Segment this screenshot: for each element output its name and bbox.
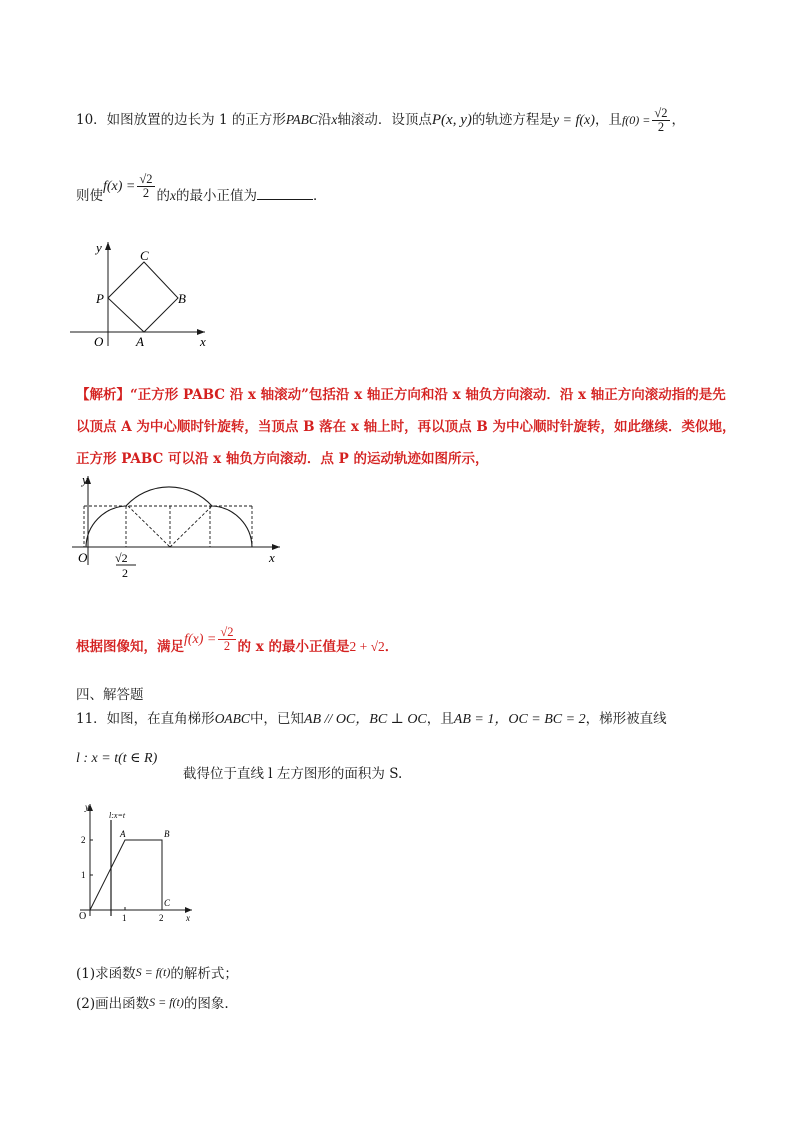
fraction-sqrt2-over-2: $\frac{√2}{2}$ [220,625,234,654]
label-line-l: l:x=t [109,811,126,820]
analysis-line3: 正方形 PABC 可以沿 x 轴负方向滚动．点 P 的运动轨迹如图所示， [76,451,489,467]
square [108,262,178,332]
label-c: C [140,248,149,263]
label-o: O [94,334,104,349]
fx-eq: f(x) = [103,179,136,195]
fraction-sqrt2-over-2: $\frac{√2}{2}$ [139,172,153,201]
q11-line2-text: 截得位于直线 l 左方图形的面积为 S. [183,766,403,782]
trapezoid [90,840,162,910]
trajectory-curve [86,487,252,547]
q11-part1: (1)求函数S = f(t)的解析式； [76,965,238,982]
analysis-line1: 【解析】“正方形 PABC 沿 x 轴滚动”包括沿 x 轴正方向和沿 x 轴负方向滚动．沿 x 轴正方向滚动指的是先 [76,387,726,403]
label-y: y [82,472,88,487]
q11-line2 [76,750,157,767]
label-b: B [164,829,170,839]
y-eq-fx: y = f(x) [552,113,595,129]
tick-1: 1 [122,913,127,923]
figure-square-pabc [60,236,220,356]
label-b: B [178,291,186,306]
analysis-tag: 【解析】 [76,387,130,403]
analysis-line2: 以顶点 A 为中心顺时针旋转，当顶点 B 落在 x 轴上时，再以顶点 B 为中心顺时针旋转，如此继续．类似地， [76,419,736,435]
line-l-eq: l : x = t(t ∈ R) [76,751,158,766]
fraction-sqrt2-over-2: $\frac{√2}{2}$ [654,106,668,135]
label-p: P [96,291,104,306]
label-x: x [200,334,206,349]
label-x: x [186,913,190,923]
label-a: A [120,829,126,839]
tick-2: 2 [159,913,164,923]
label-y: y [85,802,89,812]
label-x: x [269,550,275,565]
ytick-2: 2 [81,835,86,845]
label-a: A [136,334,144,349]
guide [128,506,170,547]
f0: f(0) = [621,113,651,128]
figure-trajectory [66,470,286,580]
tick-sqrt2: √2 [115,551,128,565]
section-title: 四、解答题 [76,687,144,703]
label-o: O [78,550,88,565]
answer-value: 2 + √2 [349,639,385,655]
q10-line1: 10．如图放置的边长为 1 的正方形PABC沿x轴滚动．设顶点P(x, y)的轨迹方程是y = f(x)，且f(0) = $\frac{√2}{2}$ ， [76,106,685,135]
point-p-xy: P(x, y) [431,112,472,129]
q11-part2: (2)画出函数S = f(t)的图象. [76,995,229,1012]
figure-trapezoid [70,800,200,925]
answer-blank[interactable] [257,189,313,200]
dashed-guides [84,506,252,547]
q11-line1: 11．如图，在直角梯形OABC中，已知AB // OC，BC ⊥ OC，且AB = 1，OC = BC = 2，梯形被直线 [76,711,667,727]
label-y: y [96,240,102,255]
analysis-conclusion: 根据图像知，满足f(x) = $\frac{√2}{2}$ 的 x 的最小正值是2 + √2． [76,625,399,656]
guide [170,506,212,547]
label-o: O [79,911,87,922]
tick-two: 2 [122,566,128,580]
q10-line2: 则使f(x) = $\frac{√2}{2}$ 的x的最小正值为 ． [76,172,327,205]
label-c: C [164,898,171,908]
ytick-1: 1 [81,870,86,880]
y-axis-arrow [105,242,111,250]
